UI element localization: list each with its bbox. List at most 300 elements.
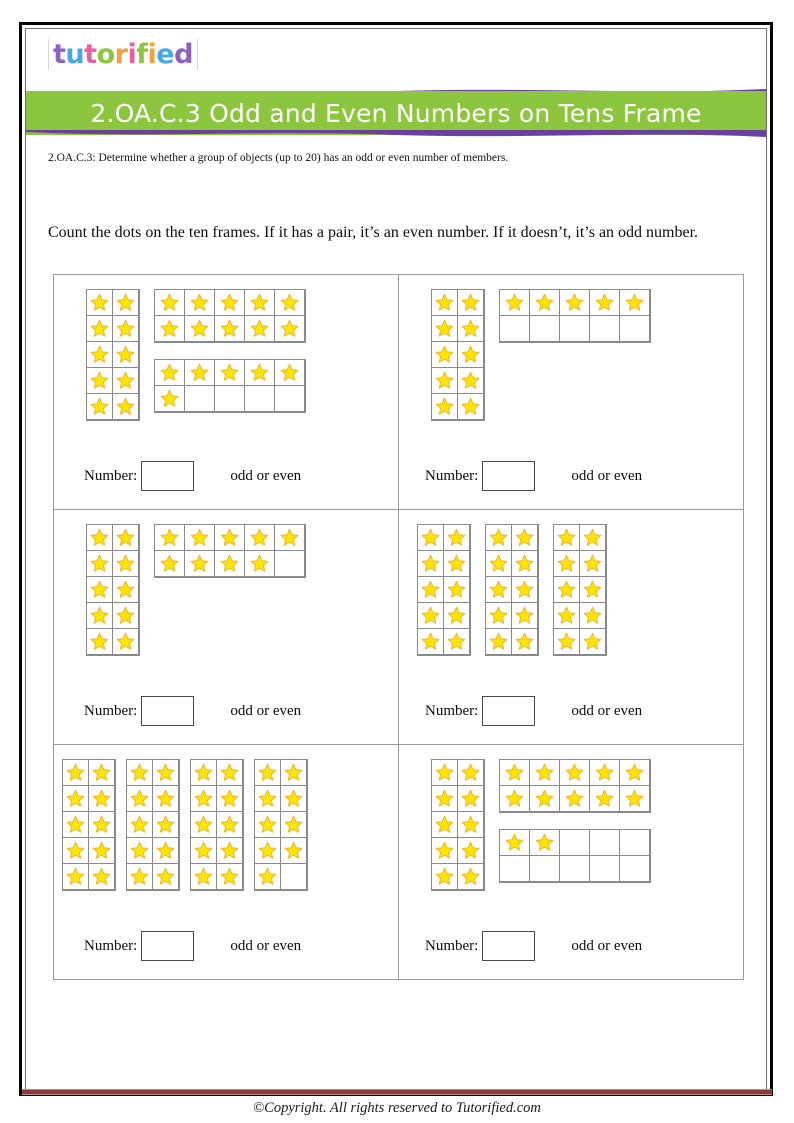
star-icon (447, 606, 466, 625)
star-icon (435, 319, 454, 338)
number-answer-box[interactable] (141, 696, 194, 726)
ten-frame-cell (244, 315, 275, 342)
star-icon (190, 528, 209, 547)
ten-frame-cell (579, 524, 606, 551)
problem-2 (399, 275, 743, 509)
star-icon (116, 293, 135, 312)
ten-frame-cell (589, 759, 620, 786)
ten-frame-cell (619, 289, 650, 316)
ten-frame-cell (499, 829, 530, 856)
ten-frame-cell (443, 524, 470, 551)
tutorified-logo[interactable] (48, 39, 198, 70)
ten-frame-cell (86, 393, 113, 420)
ten-frame-cell (589, 829, 620, 856)
ten-frame-cell (511, 628, 538, 655)
ten-frame-cell (579, 576, 606, 603)
star-icon (515, 554, 534, 573)
odd-or-even-label[interactable]: odd or even (571, 937, 643, 954)
problem-cell-1 (54, 275, 399, 510)
ten-frame-cell (457, 785, 484, 812)
problem-cell-2 (399, 275, 744, 510)
ten-frame-cell (619, 785, 650, 812)
star-icon (90, 397, 109, 416)
star-icon (92, 789, 111, 808)
ten-frame-cell (62, 811, 89, 838)
ten-frame (154, 524, 306, 578)
ten-frame-cell (126, 759, 153, 786)
star-icon (220, 867, 239, 886)
ten-frame (417, 524, 471, 656)
ten-frame-cell (112, 576, 139, 603)
logo-letter-7: i (147, 39, 157, 70)
star-icon (595, 763, 614, 782)
star-icon (160, 528, 179, 547)
ten-frame-cell (244, 385, 275, 412)
logo-letter-3: o (96, 39, 115, 70)
star-icon (156, 815, 175, 834)
star-icon (130, 815, 149, 834)
star-icon (284, 763, 303, 782)
ten-frame-cell (214, 524, 245, 551)
ten-frame (86, 524, 140, 656)
ten-frame (499, 759, 651, 813)
ten-frame-cell (431, 393, 458, 420)
problem-row (54, 275, 744, 510)
star-icon (557, 606, 576, 625)
star-icon (92, 763, 111, 782)
ten-frame-cell (154, 550, 185, 577)
star-icon (565, 763, 584, 782)
ten-frame-cell (417, 550, 444, 577)
star-icon (435, 293, 454, 312)
problem-4 (399, 510, 743, 744)
ten-frame-cell (457, 837, 484, 864)
star-icon (583, 554, 602, 573)
ten-frame-cell (184, 385, 215, 412)
ten-frame-cell (499, 785, 530, 812)
ten-frame-cell (112, 602, 139, 629)
logo-letter-8: e (156, 39, 175, 70)
ten-frame-cell (589, 315, 620, 342)
ten-frame-cell (126, 837, 153, 864)
star-icon (535, 789, 554, 808)
ten-frame-group (62, 289, 390, 461)
star-icon (505, 833, 524, 852)
ten-frame-cell (152, 785, 179, 812)
ten-frame-cell (112, 393, 139, 420)
star-icon (461, 319, 480, 338)
star-icon (66, 867, 85, 886)
ten-frame-cell (511, 524, 538, 551)
ten-frame (553, 524, 607, 656)
star-icon (583, 580, 602, 599)
ten-frame-cell (417, 602, 444, 629)
star-icon (220, 789, 239, 808)
ten-frame-cell (499, 289, 530, 316)
ten-frame-cell (443, 576, 470, 603)
logo-letter-1: u (65, 39, 85, 70)
star-icon (489, 528, 508, 547)
ten-frame-group (407, 759, 735, 931)
ten-frame-cell (529, 759, 560, 786)
ten-frame-cell (190, 759, 217, 786)
star-icon (583, 606, 602, 625)
ten-frame-cell (485, 576, 512, 603)
star-icon (190, 319, 209, 338)
star-icon (489, 554, 508, 573)
ten-frame-cell (553, 628, 580, 655)
star-icon (156, 789, 175, 808)
number-answer-box[interactable] (482, 461, 535, 491)
star-icon (116, 606, 135, 625)
problem-cell-4 (399, 510, 744, 745)
ten-frame-cell (184, 524, 215, 551)
ten-frame-stack (499, 759, 651, 883)
star-icon (160, 554, 179, 573)
ten-frame-group (62, 759, 390, 931)
star-icon (435, 371, 454, 390)
star-icon (284, 789, 303, 808)
ten-frame-cell (499, 855, 530, 882)
star-icon (90, 293, 109, 312)
star-icon (565, 789, 584, 808)
star-icon (90, 345, 109, 364)
star-icon (461, 867, 480, 886)
star-icon (625, 763, 644, 782)
ten-frame-cell (274, 524, 305, 551)
ten-frame-cell (589, 855, 620, 882)
ten-frame (431, 759, 485, 891)
ten-frame-cell (553, 524, 580, 551)
star-icon (280, 319, 299, 338)
ten-frame-cell (280, 811, 307, 838)
ten-frame-cell (499, 759, 530, 786)
ten-frame-cell (184, 550, 215, 577)
answer-row (407, 696, 735, 744)
star-icon (284, 841, 303, 860)
problem-cell-5 (54, 745, 399, 980)
number-label: Number: (425, 937, 479, 954)
star-icon (515, 632, 534, 651)
ten-frame-cell (112, 550, 139, 577)
ten-frame-cell (529, 315, 560, 342)
ten-frame-cell (216, 785, 243, 812)
ten-frame-cell (86, 550, 113, 577)
ten-frame-cell (88, 863, 115, 890)
star-icon (90, 554, 109, 573)
ten-frame (499, 289, 651, 343)
number-answer-box[interactable] (482, 931, 535, 961)
ten-frame-cell (579, 550, 606, 577)
star-icon (130, 841, 149, 860)
number-label: Number: (84, 937, 138, 954)
star-icon (505, 293, 524, 312)
ten-frame-cell (619, 759, 650, 786)
star-icon (116, 580, 135, 599)
star-icon (489, 606, 508, 625)
ten-frame (154, 289, 306, 343)
star-icon (625, 789, 644, 808)
ten-frame-cell (86, 524, 113, 551)
star-icon (461, 345, 480, 364)
star-icon (421, 580, 440, 599)
ten-frame-group (62, 524, 390, 696)
star-icon (250, 528, 269, 547)
ten-frame-cell (184, 359, 215, 386)
ten-frame-cell (485, 602, 512, 629)
number-label: Number: (84, 467, 138, 484)
ten-frame-cell (431, 341, 458, 368)
copyright-text: ©Copyright. All rights reserved to Tutorified.com (253, 1100, 541, 1116)
ten-frame-cell (244, 359, 275, 386)
ten-frame-cell (88, 759, 115, 786)
ten-frame-cell (190, 785, 217, 812)
ten-frame-cell (62, 759, 89, 786)
ten-frame-cell (152, 811, 179, 838)
ten-frame-cell (457, 367, 484, 394)
banner-wave-bottom-icon (26, 130, 766, 139)
star-icon (116, 528, 135, 547)
logo-letter-5: i (127, 39, 137, 70)
ten-frame-cell (559, 759, 590, 786)
star-icon (250, 363, 269, 382)
ten-frame-cell (274, 550, 305, 577)
star-icon (557, 580, 576, 599)
star-icon (92, 815, 111, 834)
ten-frame-cell (112, 628, 139, 655)
ten-frame-cell (280, 863, 307, 890)
ten-frame-cell (244, 289, 275, 316)
ten-frame-cell (88, 811, 115, 838)
ten-frame-cell (62, 863, 89, 890)
star-icon (194, 763, 213, 782)
logo-letter-4: r (114, 39, 128, 70)
star-icon (461, 293, 480, 312)
brand-header (26, 29, 766, 81)
ten-frame-cell (499, 315, 530, 342)
problem-row (54, 510, 744, 745)
star-icon (505, 789, 524, 808)
ten-frame-cell (417, 524, 444, 551)
problem-cell-6 (399, 745, 744, 980)
ten-frame-stack (154, 289, 306, 413)
star-icon (435, 763, 454, 782)
star-icon (515, 606, 534, 625)
ten-frame-cell (154, 385, 185, 412)
star-icon (190, 363, 209, 382)
star-icon (90, 528, 109, 547)
ten-frame-cell (457, 315, 484, 342)
problem-grid (53, 274, 744, 980)
star-icon (280, 293, 299, 312)
problem-1 (54, 275, 398, 509)
star-icon (66, 763, 85, 782)
star-icon (461, 763, 480, 782)
ten-frame-cell (511, 576, 538, 603)
star-icon (557, 554, 576, 573)
star-icon (190, 554, 209, 573)
ten-frame-cell (457, 289, 484, 316)
worksheet-content (26, 29, 766, 1089)
ten-frame-cell (214, 550, 245, 577)
star-icon (130, 763, 149, 782)
logo-letter-2: t (84, 39, 97, 70)
ten-frame-cell (154, 289, 185, 316)
ten-frame-cell (280, 759, 307, 786)
number-answer-box[interactable] (141, 461, 194, 491)
ten-frame-cell (443, 550, 470, 577)
ten-frame-cell (62, 837, 89, 864)
ten-frame-cell (62, 785, 89, 812)
page-footer (22, 1089, 772, 1117)
ten-frame-cell (214, 315, 245, 342)
ten-frame-cell (86, 576, 113, 603)
star-icon (447, 632, 466, 651)
star-icon (160, 293, 179, 312)
ten-frame-cell (112, 315, 139, 342)
star-icon (90, 319, 109, 338)
ten-frame-cell (274, 359, 305, 386)
star-icon (557, 632, 576, 651)
ten-frame (62, 759, 116, 891)
star-icon (461, 371, 480, 390)
odd-or-even-label[interactable]: odd or even (230, 467, 302, 484)
ten-frame-cell (184, 315, 215, 342)
number-answer-box[interactable] (141, 931, 194, 961)
star-icon (220, 815, 239, 834)
star-icon (116, 632, 135, 651)
star-icon (116, 554, 135, 573)
ten-frame-cell (553, 602, 580, 629)
footer-divider (22, 1089, 772, 1095)
star-icon (250, 554, 269, 573)
ten-frame-cell (619, 315, 650, 342)
ten-frame-cell (417, 628, 444, 655)
ten-frame-cell (559, 315, 590, 342)
ten-frame-cell (457, 393, 484, 420)
ten-frame-cell (559, 829, 590, 856)
ten-frame-cell (86, 628, 113, 655)
banner-bar (26, 91, 766, 135)
ten-frame-cell (88, 837, 115, 864)
ten-frame-cell (190, 837, 217, 864)
ten-frame-cell (154, 315, 185, 342)
star-icon (250, 319, 269, 338)
ten-frame-cell (431, 367, 458, 394)
star-icon (595, 293, 614, 312)
ten-frame-cell (274, 289, 305, 316)
star-icon (194, 867, 213, 886)
star-icon (421, 632, 440, 651)
ten-frame-cell (559, 289, 590, 316)
number-label: Number: (425, 467, 479, 484)
number-answer-box[interactable] (482, 696, 535, 726)
ten-frame (190, 759, 244, 891)
ten-frame-cell (254, 837, 281, 864)
ten-frame-cell (579, 602, 606, 629)
star-icon (447, 554, 466, 573)
ten-frame (126, 759, 180, 891)
star-icon (156, 841, 175, 860)
star-icon (435, 841, 454, 860)
star-icon (284, 815, 303, 834)
answer-row (62, 931, 390, 979)
star-icon (583, 632, 602, 651)
answer-row (407, 461, 735, 509)
star-icon (461, 841, 480, 860)
ten-frame-cell (553, 550, 580, 577)
star-icon (535, 833, 554, 852)
ten-frame-cell (529, 289, 560, 316)
star-icon (116, 397, 135, 416)
odd-or-even-label[interactable]: odd or even (230, 702, 302, 719)
ten-frame-cell (190, 811, 217, 838)
ten-frame-cell (88, 785, 115, 812)
ten-frame-cell (457, 759, 484, 786)
star-icon (194, 841, 213, 860)
star-icon (250, 293, 269, 312)
ten-frame-cell (485, 628, 512, 655)
star-icon (220, 293, 239, 312)
instruction-text: Count the dots on the ten frames. If it has a pair, it’s an even number. If it doesn’t, it’s an odd number. (48, 224, 699, 241)
ten-frame-cell (152, 837, 179, 864)
odd-or-even-label[interactable]: odd or even (571, 467, 643, 484)
ten-frame-cell (126, 785, 153, 812)
ten-frame-cell (589, 289, 620, 316)
star-icon (220, 763, 239, 782)
odd-or-even-label[interactable]: odd or even (230, 937, 302, 954)
ten-frame-cell (457, 811, 484, 838)
problem-cell-3 (54, 510, 399, 745)
star-icon (515, 580, 534, 599)
star-icon (90, 580, 109, 599)
standard-description: 2.OA.C.3: Determine whether a group of objects (up to 20) has an odd or even number of members. (48, 152, 509, 164)
star-icon (435, 867, 454, 886)
ten-frame-cell (457, 863, 484, 890)
ten-frame-cell (214, 359, 245, 386)
ten-frame-cell (431, 785, 458, 812)
ten-frame-cell (485, 550, 512, 577)
ten-frame-cell (280, 785, 307, 812)
star-icon (447, 528, 466, 547)
ten-frame-cell (244, 550, 275, 577)
ten-frame-cell (154, 524, 185, 551)
star-icon (220, 528, 239, 547)
ten-frame-cell (86, 289, 113, 316)
ten-frame-cell (154, 359, 185, 386)
ten-frame-cell (112, 341, 139, 368)
ten-frame-cell (190, 863, 217, 890)
star-icon (421, 528, 440, 547)
ten-frame-cell (485, 524, 512, 551)
page-title: 2.OA.C.3 Odd and Even Numbers on Tens Frame (90, 98, 702, 128)
problem-5 (54, 745, 398, 979)
star-icon (258, 867, 277, 886)
ten-frame-cell (184, 289, 215, 316)
ten-frame-cell (254, 759, 281, 786)
star-icon (190, 293, 209, 312)
ten-frame (485, 524, 539, 656)
ten-frame-cell (112, 289, 139, 316)
star-icon (116, 345, 135, 364)
star-icon (130, 789, 149, 808)
ten-frame (499, 829, 651, 883)
star-icon (220, 363, 239, 382)
star-icon (595, 789, 614, 808)
odd-or-even-label[interactable]: odd or even (571, 702, 643, 719)
star-icon (258, 763, 277, 782)
ten-frame-cell (553, 576, 580, 603)
